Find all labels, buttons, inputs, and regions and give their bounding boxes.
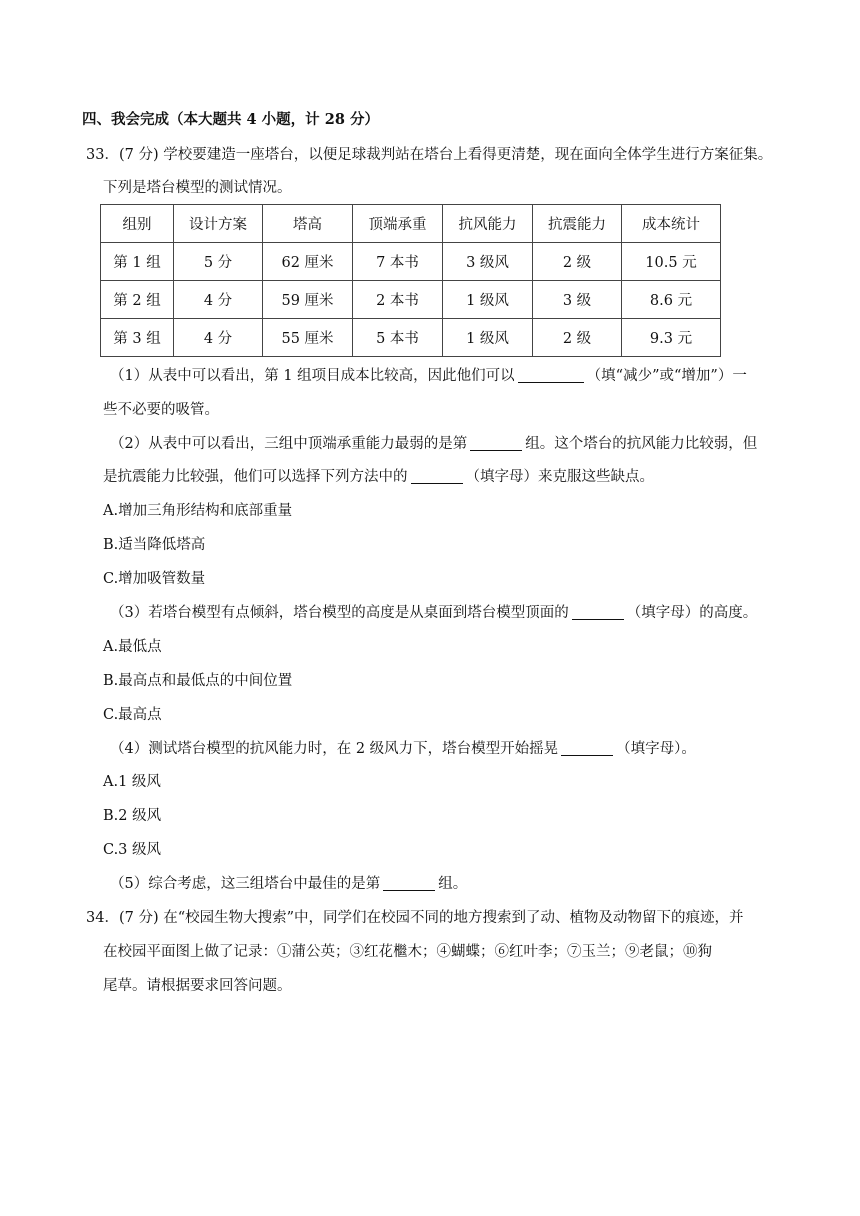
table-cell: 1 级风 <box>443 319 533 357</box>
table-cell: 2 本书 <box>353 281 443 319</box>
answer-blank-part1[interactable] <box>518 368 584 383</box>
table-cell: 10.5 元 <box>622 243 721 281</box>
q33-part3-text-b: （填字母）的高度。 <box>626 605 758 621</box>
tower-test-table <box>100 204 721 357</box>
table-cell: 55 厘米 <box>263 319 353 357</box>
q33-part4-line1 <box>110 739 696 759</box>
answer-blank-part4[interactable] <box>561 741 613 756</box>
q33-part4-option-b: B.2 级风 <box>103 808 162 824</box>
q34-stem-line2: 在校园平面图上做了记录：①蒲公英；③红花檵木；④蝴蝶；⑥红叶李；⑦玉兰；⑨老鼠；⑩狗 <box>103 944 712 960</box>
q33-part2-line1 <box>110 434 757 454</box>
q33-part1-text-b: （填“减少”或“增加”）一 <box>586 368 747 384</box>
q34-stem-line1: 34．(7 分) 在“校园生物大搜索”中，同学们在校园不同的地方搜索到了动、植物及动物留下的痕迹，并 <box>86 910 744 926</box>
table-cell: 第 2 组 <box>101 281 174 319</box>
q33-part3-line1 <box>110 603 757 623</box>
q33-part2-option-b: B.适当降低塔高 <box>103 537 206 553</box>
answer-blank-part2a[interactable] <box>470 436 522 451</box>
q33-part5-text-b: 组。 <box>438 876 468 892</box>
q33-part2-option-c: C.增加吸管数量 <box>103 571 206 587</box>
answer-blank-part5[interactable] <box>383 876 435 891</box>
table-header-cell: 塔高 <box>263 205 353 243</box>
table-cell: 5 分 <box>174 243 263 281</box>
table-cell: 第 3 组 <box>101 319 174 357</box>
table-header-cell: 组别 <box>101 205 174 243</box>
table-cell: 第 1 组 <box>101 243 174 281</box>
q33-part5-text-a: （5）综合考虑，这三组塔台中最佳的是第 <box>110 876 381 892</box>
table-cell: 59 厘米 <box>263 281 353 319</box>
table-header-cell: 设计方案 <box>174 205 263 243</box>
table-header-cell: 成本统计 <box>622 205 721 243</box>
q33-stem-line1: 33．(7 分) 学校要建造一座塔台，以便足球裁判站在塔台上看得更清楚，现在面向全体学生进行方案征集。 <box>86 147 773 163</box>
table-cell: 1 级风 <box>443 281 533 319</box>
table-cell: 9.3 元 <box>622 319 721 357</box>
table-cell: 62 厘米 <box>263 243 353 281</box>
table-cell: 8.6 元 <box>622 281 721 319</box>
q33-part2-text-b: 组。这个塔台的抗风能力比较弱，但 <box>525 436 758 452</box>
q33-part4-text-a: （4）测试塔台模型的抗风能力时，在 2 级风力下，塔台模型开始摇晃 <box>110 741 559 757</box>
q33-part3-text-a: （3）若塔台模型有点倾斜，塔台模型的高度是从桌面到塔台模型顶面的 <box>110 605 569 621</box>
q33-part1-line2: 些不必要的吸管。 <box>103 402 219 418</box>
q33-part2-text-c: 是抗震能力比较强，他们可以选择下列方法中的 <box>103 469 408 485</box>
q33-part1-line1 <box>110 366 747 386</box>
q33-part2-text-d: （填字母）来克服这些缺点。 <box>465 469 654 485</box>
table-cell: 5 本书 <box>353 319 443 357</box>
q33-part4-option-a: A.1 级风 <box>103 774 161 790</box>
answer-blank-part2b[interactable] <box>411 469 463 484</box>
q33-part3-option-a: A.最低点 <box>103 639 162 655</box>
table-header-cell: 抗震能力 <box>533 205 622 243</box>
q33-part3-option-b: B.最高点和最低点的中间位置 <box>103 673 293 689</box>
q33-part2-line2 <box>103 467 654 487</box>
table-header-cell: 抗风能力 <box>443 205 533 243</box>
q33-part3-option-c: C.最高点 <box>103 707 162 723</box>
q33-part2-text-a: （2）从表中可以看出，三组中顶端承重能力最弱的是第 <box>110 436 468 452</box>
answer-blank-part3[interactable] <box>572 605 624 620</box>
q33-part2-option-a: A.增加三角形结构和底部重量 <box>103 503 293 519</box>
table-row <box>101 243 721 281</box>
table-cell: 3 级 <box>533 281 622 319</box>
table-cell: 2 级 <box>533 243 622 281</box>
q33-part5-line1 <box>110 874 467 894</box>
q34-stem-line3: 尾草。请根据要求回答问题。 <box>103 978 292 994</box>
table-cell: 4 分 <box>174 319 263 357</box>
table-cell: 3 级风 <box>443 243 533 281</box>
table-cell: 7 本书 <box>353 243 443 281</box>
table-header-cell: 顶端承重 <box>353 205 443 243</box>
table-cell: 4 分 <box>174 281 263 319</box>
table-header-row <box>101 205 721 243</box>
q33-stem-line2: 下列是塔台模型的测试情况。 <box>103 180 292 196</box>
q33-part4-option-c: C.3 级风 <box>103 842 162 858</box>
section-title: 四、我会完成（本大题共 4 小题，计 28 分） <box>82 111 379 128</box>
q33-part1-text-a: （1）从表中可以看出，第 1 组项目成本比较高，因此他们可以 <box>110 368 515 384</box>
table-row <box>101 281 721 319</box>
table-cell: 2 级 <box>533 319 622 357</box>
q33-part4-text-b: （填字母）。 <box>616 741 696 757</box>
table-row <box>101 319 721 357</box>
